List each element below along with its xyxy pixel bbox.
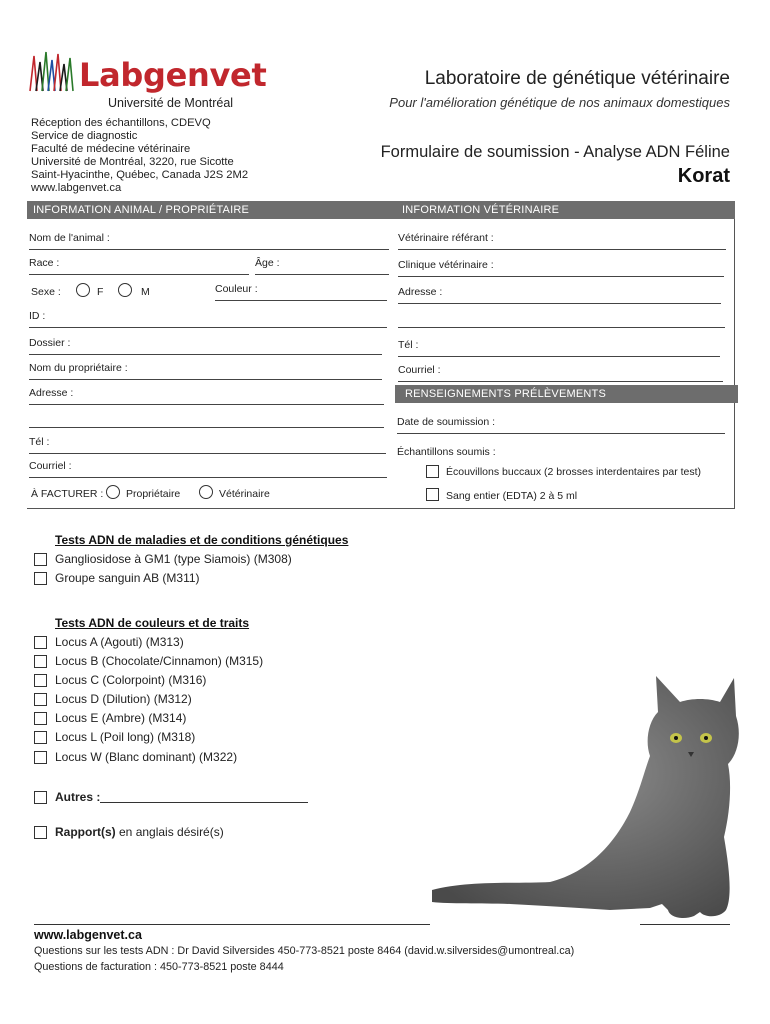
vet-address-field-2[interactable] <box>398 308 725 328</box>
bill-vet-radio[interactable] <box>199 485 213 499</box>
owner-email-field[interactable]: Courriel : <box>29 458 387 478</box>
test-label: Locus L (Poil long) (M318) <box>55 730 196 744</box>
section-animal-owner: INFORMATION ANIMAL / PROPRIÉTAIRE <box>27 201 398 219</box>
owner-name-field[interactable]: Nom du propriétaire : <box>29 360 382 380</box>
submission-date-field[interactable]: Date de soumission : <box>397 414 725 434</box>
disease-tests-heading: Tests ADN de maladies et de conditions génétiques <box>55 533 349 547</box>
test-label: Locus D (Dilution) (M312) <box>55 692 192 706</box>
test-label: Locus C (Colorpoint) (M316) <box>55 673 207 687</box>
age-field[interactable]: Âge : <box>255 255 389 275</box>
test-label: Locus W (Blanc dominant) (M322) <box>55 750 238 764</box>
address-line: Saint-Hyacinthe, Québec, Canada J2S 2M2 <box>31 169 249 181</box>
footer-rule <box>640 924 730 925</box>
owner-address-field-2[interactable] <box>29 408 384 428</box>
footer-website[interactable]: www.labgenvet.ca <box>34 928 142 942</box>
color-tests-heading: Tests ADN de couleurs et de traits <box>55 616 250 630</box>
test-label: Groupe sanguin AB (M311) <box>55 571 200 585</box>
test-label: Gangliosidose à GM1 (type Siamois) (M308) <box>55 552 292 566</box>
test-checkbox[interactable] <box>34 751 47 764</box>
logo-wordmark: Labgenvet <box>79 56 267 94</box>
sex-f-label: F <box>97 286 104 298</box>
footer-rule <box>34 924 430 925</box>
address-line: Université de Montréal, 3220, rue Sicotte <box>31 156 234 168</box>
sex-m-radio[interactable] <box>118 283 132 297</box>
sex-f-radio[interactable] <box>76 283 90 297</box>
animal-name-field[interactable]: Nom de l'animal : <box>29 230 389 250</box>
test-checkbox[interactable] <box>34 655 47 668</box>
file-field[interactable]: Dossier : <box>29 335 382 355</box>
footer-billing-questions: Questions de facturation : 450-773-8521 poste 8444 <box>34 961 284 973</box>
address-line: Réception des échantillons, CDEVQ <box>31 117 211 129</box>
bill-owner-radio[interactable] <box>106 485 120 499</box>
test-checkbox[interactable] <box>34 712 47 725</box>
form-title: Formulaire de soumission - Analyse ADN Féline <box>380 143 730 161</box>
vet-email-field[interactable]: Courriel : <box>398 362 723 382</box>
others-label: Autres : <box>55 790 101 804</box>
owner-address-field[interactable]: Adresse : <box>29 385 384 405</box>
vet-address-field[interactable]: Adresse : <box>398 284 721 304</box>
test-label: Locus E (Ambre) (M314) <box>55 711 187 725</box>
swab-label: Écouvillons buccaux (2 brosses interdentaires par test) <box>446 466 702 478</box>
test-checkbox[interactable] <box>34 693 47 706</box>
lab-title: Laboratoire de génétique vétérinaire <box>424 68 730 89</box>
logo-university: Université de Montréal <box>108 96 234 110</box>
address-line: Faculté de médecine vétérinaire <box>31 143 191 155</box>
test-checkbox[interactable] <box>34 636 47 649</box>
test-label: Locus B (Chocolate/Cinnamon) (M315) <box>55 654 264 668</box>
bill-label: À FACTURER : <box>31 488 104 500</box>
sex-label: Sexe : <box>31 286 61 298</box>
test-checkbox[interactable] <box>34 553 47 566</box>
id-field[interactable]: ID : <box>29 308 387 328</box>
bill-vet-label: Vétérinaire <box>219 488 270 500</box>
column-divider <box>392 201 395 508</box>
section-veterinarian: INFORMATION VÉTÉRINAIRE <box>395 201 735 219</box>
test-label: Locus A (Agouti) (M313) <box>55 635 184 649</box>
swab-checkbox[interactable] <box>426 465 439 478</box>
lab-tagline: Pour l'amélioration génétique de nos animaux domestiques <box>389 95 730 110</box>
korat-cat-photo <box>430 672 742 922</box>
report-label: Rapport(s) en anglais désiré(s) <box>55 825 224 839</box>
race-field[interactable]: Race : <box>29 255 249 275</box>
section-samples: RENSEIGNEMENTS PRÉLÈVEMENTS <box>395 385 738 403</box>
blood-checkbox[interactable] <box>426 488 439 501</box>
breed-title: Korat <box>677 165 730 187</box>
others-checkbox[interactable] <box>34 791 47 804</box>
report-checkbox[interactable] <box>34 826 47 839</box>
dna-chromatogram-logo-icon <box>28 46 78 96</box>
vet-clinic-field[interactable]: Clinique vétérinaire : <box>398 257 724 277</box>
footer-test-questions: Questions sur les tests ADN : Dr David Silversides 450-773-8521 poste 8464 (david.w.silversides@umontreal.ca) <box>34 945 575 957</box>
vet-phone-field[interactable]: Tél : <box>398 337 720 357</box>
others-input-line[interactable] <box>100 802 308 803</box>
address-line: Service de diagnostic <box>31 130 138 142</box>
sex-m-label: M <box>141 286 150 298</box>
bill-owner-label: Propriétaire <box>126 488 181 500</box>
blood-label: Sang entier (EDTA) 2 à 5 ml <box>446 490 578 502</box>
reception-address <box>31 117 248 195</box>
samples-sent-label: Échantillons soumis : <box>397 446 496 458</box>
color-field[interactable]: Couleur : <box>215 281 387 301</box>
owner-phone-field[interactable]: Tél : <box>29 434 386 454</box>
vet-referring-field[interactable]: Vétérinaire référant : <box>398 230 726 250</box>
test-checkbox[interactable] <box>34 731 47 744</box>
test-checkbox[interactable] <box>34 572 47 585</box>
test-checkbox[interactable] <box>34 674 47 687</box>
address-website[interactable]: www.labgenvet.ca <box>31 182 122 194</box>
